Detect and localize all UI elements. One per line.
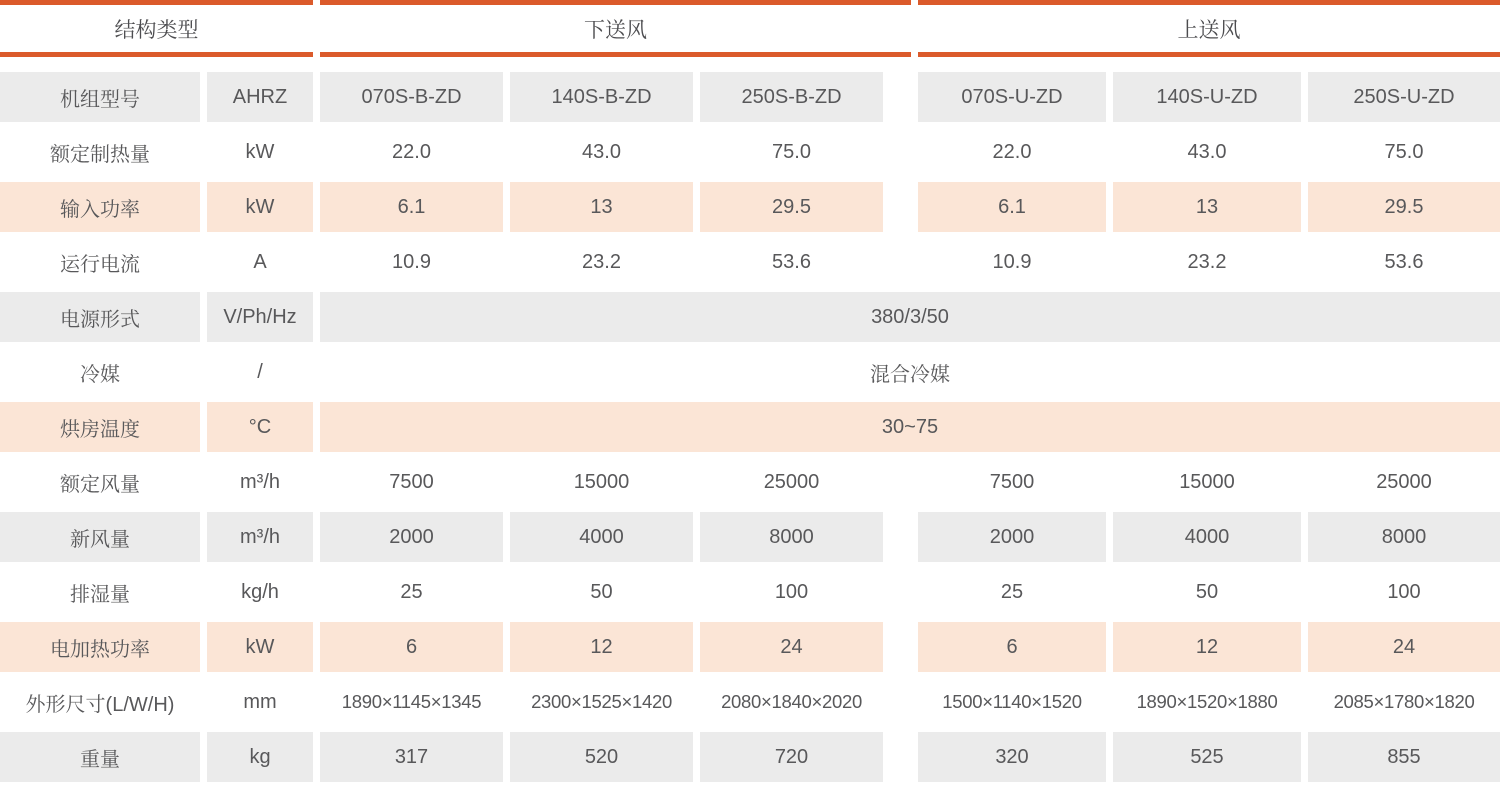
spec-cell: 2085×1780×1820 xyxy=(1333,691,1475,712)
spec-cell: 720 xyxy=(700,732,883,782)
column-group-up-air-supply xyxy=(918,0,1500,57)
spec-row-unit: kg/h xyxy=(241,580,279,603)
spec-row-unit: / xyxy=(257,360,263,383)
column-group-up-air-supply-label: 上送风 xyxy=(1177,18,1241,42)
spec-row-label: 额定风量 xyxy=(60,473,140,496)
spec-cell: 29.5 xyxy=(1308,182,1500,232)
spec-cell: 1500×1140×1520 xyxy=(942,691,1082,712)
merged-spec-cell: 380/3/50 xyxy=(320,292,1500,342)
spec-cell: 1890×1145×1345 xyxy=(341,691,482,712)
spec-cell: 24 xyxy=(1308,622,1500,672)
spec-cell: 140S-U-ZD xyxy=(1113,72,1301,122)
merged-spec-cell: 混合冷媒 xyxy=(870,363,950,386)
column-group-down-air-supply-label: 下送风 xyxy=(584,18,647,42)
spec-row-unit: kW xyxy=(207,622,313,672)
spec-cell: 23.2 xyxy=(582,250,621,273)
spec-cell: 15000 xyxy=(1179,470,1235,493)
spec-cell: 7500 xyxy=(389,470,434,493)
spec-cell: 53.6 xyxy=(772,250,811,273)
spec-cell: 25000 xyxy=(763,470,820,493)
spec-row-label: 输入功率 xyxy=(0,182,200,232)
spec-cell: 250S-B-ZD xyxy=(700,72,883,122)
spec-cell: 43.0 xyxy=(582,140,621,163)
spec-cell: 320 xyxy=(918,732,1106,782)
spec-cell: 50 xyxy=(1195,580,1219,603)
spec-cell: 53.6 xyxy=(1384,250,1424,273)
spec-cell: 8000 xyxy=(700,512,883,562)
spec-cell: 250S-U-ZD xyxy=(1308,72,1500,122)
spec-cell: 6.1 xyxy=(320,182,503,232)
spec-cell: 317 xyxy=(320,732,503,782)
spec-cell: 75.0 xyxy=(1384,140,1424,163)
spec-row-label: 额定制热量 xyxy=(50,143,150,166)
spec-cell: 25 xyxy=(400,580,423,603)
spec-row-label: 烘房温度 xyxy=(0,402,200,452)
spec-cell: 75.0 xyxy=(772,140,811,163)
spec-cell: 23.2 xyxy=(1187,250,1227,273)
spec-row-unit: m³/h xyxy=(207,512,313,562)
spec-row-unit: A xyxy=(253,250,267,273)
spec-row-unit: kW xyxy=(245,140,275,163)
spec-row-label: 机组型号 xyxy=(0,72,200,122)
spec-cell: 2080×1840×2020 xyxy=(721,691,862,712)
spec-cell: 520 xyxy=(510,732,693,782)
spec-row-label: 冷媒 xyxy=(80,363,120,386)
spec-cell: 10.9 xyxy=(392,250,431,273)
spec-cell: 525 xyxy=(1113,732,1301,782)
spec-cell: 22.0 xyxy=(392,140,431,163)
spec-cell: 2000 xyxy=(320,512,503,562)
spec-cell: 12 xyxy=(510,622,693,672)
spec-cell: 43.0 xyxy=(1187,140,1227,163)
spec-row-unit: m³/h xyxy=(240,470,280,493)
spec-cell: 29.5 xyxy=(700,182,883,232)
spec-cell: 1890×1520×1880 xyxy=(1136,691,1278,712)
spec-cell: 13 xyxy=(1113,182,1301,232)
spec-row-unit: V/Ph/Hz xyxy=(207,292,313,342)
spec-row-unit: AHRZ xyxy=(207,72,313,122)
spec-cell: 6 xyxy=(918,622,1106,672)
spec-cell: 25000 xyxy=(1376,470,1432,493)
spec-row-label: 重量 xyxy=(0,732,200,782)
spec-row-unit: kg xyxy=(207,732,313,782)
spec-cell: 100 xyxy=(1387,580,1421,603)
spec-cell: 140S-B-ZD xyxy=(510,72,693,122)
spec-cell: 6 xyxy=(320,622,503,672)
spec-row-label: 排湿量 xyxy=(70,583,130,606)
spec-cell: 070S-U-ZD xyxy=(918,72,1106,122)
column-group-down-air-supply xyxy=(320,0,911,57)
spec-cell: 8000 xyxy=(1308,512,1500,562)
spec-row-unit: °C xyxy=(207,402,313,452)
spec-cell: 13 xyxy=(510,182,693,232)
spec-cell: 100 xyxy=(774,580,809,603)
spec-cell: 4000 xyxy=(510,512,693,562)
spec-row-label: 外形尺寸(L/W/H) xyxy=(25,693,175,716)
column-group-structure-type-label: 结构类型 xyxy=(114,18,199,42)
merged-spec-cell: 30~75 xyxy=(320,402,1500,452)
spec-cell: 7500 xyxy=(989,470,1035,493)
spec-cell: 12 xyxy=(1113,622,1301,672)
spec-cell: 855 xyxy=(1308,732,1500,782)
spec-cell: 2000 xyxy=(918,512,1106,562)
spec-row-label: 电加热功率 xyxy=(0,622,200,672)
spec-cell: 2300×1525×1420 xyxy=(531,691,672,712)
spec-cell: 10.9 xyxy=(992,250,1032,273)
spec-cell: 50 xyxy=(590,580,613,603)
spec-row-label: 新风量 xyxy=(0,512,200,562)
column-group-structure-type xyxy=(0,0,313,57)
spec-row-unit: mm xyxy=(243,690,277,713)
spec-row-unit: kW xyxy=(207,182,313,232)
spec-cell: 6.1 xyxy=(918,182,1106,232)
spec-cell: 070S-B-ZD xyxy=(320,72,503,122)
spec-row-label: 电源形式 xyxy=(0,292,200,342)
spec-cell: 4000 xyxy=(1113,512,1301,562)
spec-cell: 25 xyxy=(1000,580,1024,603)
spec-row-label: 运行电流 xyxy=(60,253,140,276)
spec-cell: 15000 xyxy=(573,470,630,493)
spec-cell: 22.0 xyxy=(992,140,1032,163)
spec-cell: 24 xyxy=(700,622,883,672)
